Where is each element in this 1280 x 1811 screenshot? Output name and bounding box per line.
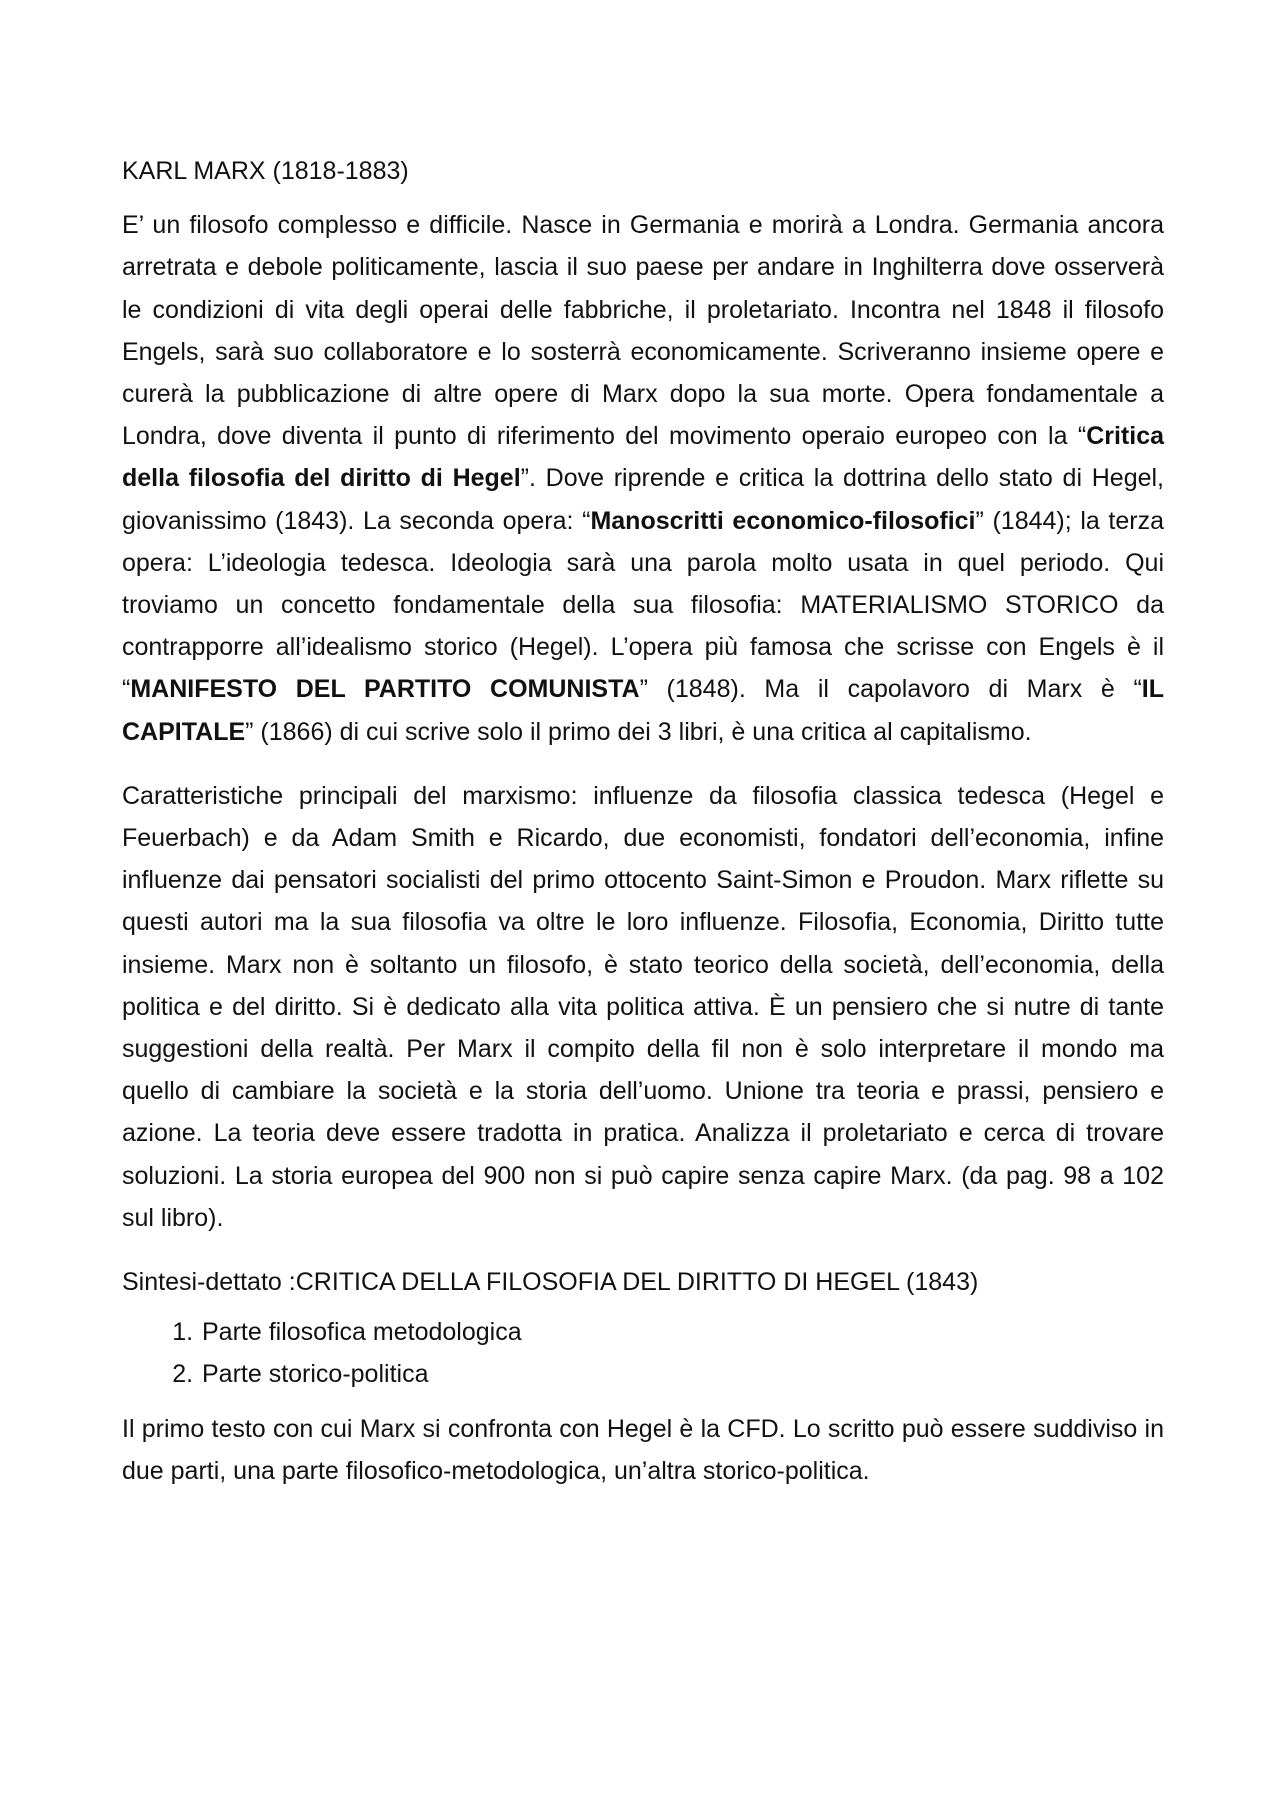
text-run: ” (1844); la terza opera: L’ideologia tedesca. Ideologia sarà una parola molto usata in quel periodo. Qui troviamo un concetto fondamentale della sua filosofia: MATERIALISMO STORICO da contrapporre all’idealismo storico (Hegel). L’opera più famosa che scrisse con Engels è il “ bbox=[122, 506, 1164, 704]
numbered-list bbox=[122, 1311, 1164, 1395]
text-run: ” (1848). Ma il capolavoro di Marx è “ bbox=[639, 675, 1142, 704]
text-run: ” (1866) di cui scrive solo il primo dei 3 libri, è una critica al capitalismo. bbox=[245, 717, 1032, 746]
text-run: E’ un filosofo complesso e difficile. Nasce in Germania e morirà a Londra. Germania ancora arretrata e debole politicamente, lascia il suo paese per andare in Inghilterra dove osserverà le condizioni di vita degli operai delle fabbriche, il proletariato. Incontra nel 1848 il filosofo Engels, sarà suo collaboratore e lo sosterrà economicamente. Scriveranno insieme opere e curerà la pubblicazione di altre opere di Marx dopo la sua morte. Opera fondamentale a Londra, dove diventa il punto di riferimento del movimento operaio europeo con la “ bbox=[122, 211, 1164, 451]
bold-work-title: Manoscritti economico-filosofici bbox=[590, 506, 976, 535]
paragraph-characteristics: Caratteristiche principali del marxismo: influenze da filosofia classica tedesca (Hegel e Feuerbach) e da Adam Smith e Ricardo, due economisti, fondatori dell’economia, infine influenze dai pensatori socialisti del primo ottocento Saint-Simon e Proudon. Marx riflette su questi autori ma la sua filosofia va oltre le loro influenze. Filosofia, Economia, Diritto tutte insieme. Marx non è soltanto un filosofo, è stato teorico della società, dell’economia, della politica e del diritto. Si è dedicato alla vita politica attiva. È un pensiero che si nutre di tante suggestioni della realtà. Per Marx il compito della fil non è solo interpretare il mondo ma quello di cambiare la società e la storia dell’uomo. Unione tra teoria e prassi, pensiero e azione. La teoria deve essere tradotta in pratica. Analizza il proletariato e cerca di trovare soluzioni. La storia europea del 900 non si può capire senza capire Marx. (da pag. 98 a 102 sul libro). bbox=[122, 781, 1164, 1232]
bold-work-title: Critica della filosofia del diritto di Hegel bbox=[122, 422, 1164, 493]
list-item: 2. Parte storico-politica bbox=[200, 1353, 1164, 1395]
paragraph-biography bbox=[122, 204, 1164, 753]
document-title: KARL MARX (1818-1883) bbox=[122, 157, 409, 185]
section-heading: Sintesi-dettato :CRITICA DELLA FILOSOFIA DEL DIRITTO DI HEGEL (1843) bbox=[122, 1268, 979, 1297]
paragraph-cfd: Il primo testo con cui Marx si confronta con Hegel è la CFD. Lo scritto può essere suddiviso in due parti, una parte filosofico-metodologica, un’altra storico-politica. bbox=[122, 1414, 1164, 1485]
list-item: 1. Parte filosofica metodologica bbox=[200, 1311, 1164, 1353]
text-run: ”. Dove riprende e critica la dottrina dello stato di Hegel, giovanissimo (1843). La seconda opera: “ bbox=[122, 464, 1165, 535]
bold-work-title: MANIFESTO DEL PARTITO COMUNISTA bbox=[130, 675, 640, 704]
bold-work-title: IL CAPITALE bbox=[122, 675, 1164, 746]
